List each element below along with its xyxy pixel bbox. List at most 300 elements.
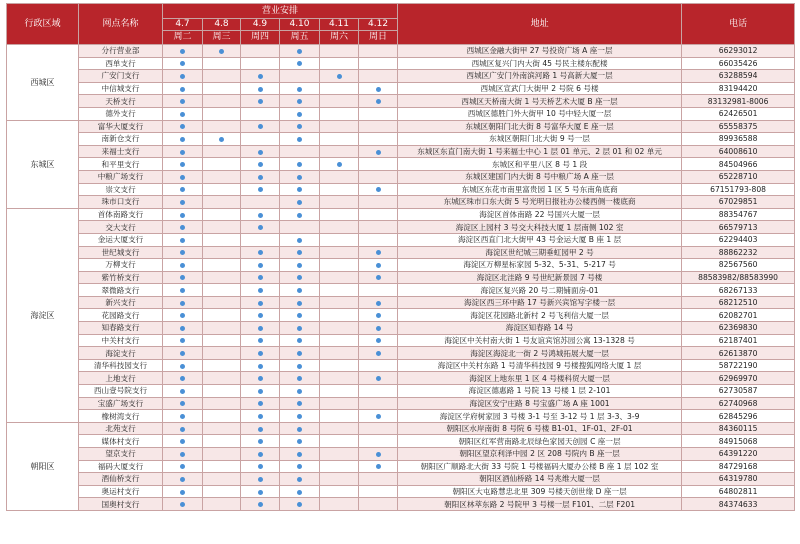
address-cell: 东城区朝阳门北大街 9 号一层: [398, 133, 682, 146]
address-cell: 西城区广安门外南滨河路 1 号高新大厦一层: [398, 70, 682, 83]
schedule-cell: [280, 422, 320, 435]
branch-name-cell: 珠市口支行: [79, 196, 163, 209]
schedule-cell: [280, 145, 320, 158]
open-dot-icon: [180, 490, 185, 495]
schedule-cell: [359, 120, 398, 133]
schedule-cell: [359, 221, 398, 234]
schedule-cell: [203, 460, 241, 473]
schedule-cell: [320, 107, 359, 120]
schedule-cell: [359, 397, 398, 410]
table-row: [7, 322, 795, 335]
schedule-cell: [163, 322, 203, 335]
phone-cell: 58722190: [682, 359, 795, 372]
address-cell: 西城区宣武门大街甲 2 号院 6 号楼: [398, 82, 682, 95]
schedule-cell: [163, 208, 203, 221]
branch-name-cell: 酒仙桥支行: [79, 473, 163, 486]
schedule-cell: [320, 221, 359, 234]
schedule-cell: [280, 95, 320, 108]
open-dot-icon: [297, 61, 302, 66]
open-dot-icon: [180, 288, 185, 293]
schedule-cell: [163, 334, 203, 347]
schedule-cell: [203, 422, 241, 435]
schedule-cell: [280, 334, 320, 347]
header-date: 4.12: [359, 19, 398, 31]
open-dot-icon: [258, 87, 263, 92]
address-cell: 朝阳区水岸南街 8 号院 6 号楼 B1-01、1F-01、2F-01: [398, 422, 682, 435]
schedule-cell: [203, 45, 241, 58]
address-cell: 海淀区海淀北一街 2 号鸿城拓展大厦一层: [398, 347, 682, 360]
schedule-cell: [163, 196, 203, 209]
open-dot-icon: [258, 275, 263, 280]
table-row: [7, 57, 795, 70]
schedule-cell: [163, 246, 203, 259]
open-dot-icon: [180, 61, 185, 66]
open-dot-icon: [376, 464, 381, 469]
phone-cell: 84374633: [682, 498, 795, 511]
district-cell: 西城区: [7, 45, 79, 121]
open-dot-icon: [180, 376, 185, 381]
schedule-cell: [359, 196, 398, 209]
schedule-cell: [241, 309, 280, 322]
header-date: 4.10: [280, 19, 320, 31]
header-branch-name: 网点名称: [79, 4, 163, 45]
open-dot-icon: [258, 427, 263, 432]
open-dot-icon: [297, 464, 302, 469]
phone-cell: 62613870: [682, 347, 795, 360]
branch-name-cell: 中关村支行: [79, 334, 163, 347]
branch-name-cell: 国奥村支行: [79, 498, 163, 511]
schedule-cell: [280, 460, 320, 473]
open-dot-icon: [376, 376, 381, 381]
open-dot-icon: [297, 338, 302, 343]
open-dot-icon: [258, 301, 263, 306]
schedule-cell: [359, 45, 398, 58]
open-dot-icon: [297, 490, 302, 495]
schedule-cell: [280, 296, 320, 309]
open-dot-icon: [180, 124, 185, 129]
schedule-cell: [280, 435, 320, 448]
schedule-cell: [359, 385, 398, 398]
address-cell: 海淀区学府树家园 3 号楼 3-1 号至 3-12 号 1 层 3-3、3-9: [398, 410, 682, 423]
address-cell: 海淀区世纪城三期垂虹园甲 2 号: [398, 246, 682, 259]
phone-cell: 66293012: [682, 45, 795, 58]
open-dot-icon: [219, 49, 224, 54]
table-row: [7, 397, 795, 410]
schedule-cell: [320, 145, 359, 158]
schedule-cell: [320, 208, 359, 221]
schedule-cell: [241, 145, 280, 158]
table-row: [7, 158, 795, 171]
header-schedule: 营业安排: [163, 4, 398, 19]
address-cell: 海淀区德惠路 1 号院 13 号楼 1 层 2-101: [398, 385, 682, 398]
phone-cell: 62740968: [682, 397, 795, 410]
schedule-cell: [241, 183, 280, 196]
schedule-cell: [163, 485, 203, 498]
schedule-cell: [280, 221, 320, 234]
table-row: [7, 296, 795, 309]
open-dot-icon: [376, 313, 381, 318]
schedule-cell: [359, 334, 398, 347]
schedule-cell: [203, 435, 241, 448]
schedule-cell: [163, 296, 203, 309]
schedule-cell: [280, 410, 320, 423]
open-dot-icon: [297, 427, 302, 432]
table-row: [7, 485, 795, 498]
open-dot-icon: [258, 490, 263, 495]
open-dot-icon: [258, 351, 263, 356]
branch-name-cell: 世纪城支行: [79, 246, 163, 259]
branch-name-cell: 南新仓支行: [79, 133, 163, 146]
schedule-cell: [320, 372, 359, 385]
open-dot-icon: [180, 414, 185, 419]
schedule-cell: [163, 145, 203, 158]
phone-cell: 84915068: [682, 435, 795, 448]
schedule-cell: [203, 82, 241, 95]
schedule-cell: [163, 309, 203, 322]
schedule-cell: [203, 397, 241, 410]
phone-cell: 68267133: [682, 284, 795, 297]
branch-name-cell: 天桥支行: [79, 95, 163, 108]
open-dot-icon: [297, 301, 302, 306]
open-dot-icon: [258, 389, 263, 394]
header-weekday: 周六: [320, 31, 359, 45]
schedule-cell: [359, 82, 398, 95]
schedule-cell: [241, 448, 280, 461]
district-cell: 海淀区: [7, 208, 79, 422]
schedule-cell: [163, 70, 203, 83]
schedule-cell: [241, 221, 280, 234]
branch-name-cell: 新兴支行: [79, 296, 163, 309]
schedule-cell: [163, 170, 203, 183]
open-dot-icon: [376, 452, 381, 457]
table-row: [7, 271, 795, 284]
address-cell: 海淀区万柳星标家园 5-32、5-31、5-217 号: [398, 259, 682, 272]
schedule-cell: [359, 359, 398, 372]
schedule-cell: [359, 485, 398, 498]
open-dot-icon: [297, 364, 302, 369]
open-dot-icon: [180, 351, 185, 356]
schedule-cell: [203, 448, 241, 461]
open-dot-icon: [297, 502, 302, 507]
open-dot-icon: [376, 87, 381, 92]
table-row: [7, 448, 795, 461]
schedule-cell: [320, 296, 359, 309]
open-dot-icon: [258, 175, 263, 180]
open-dot-icon: [258, 477, 263, 482]
branch-name-cell: 西单支行: [79, 57, 163, 70]
open-dot-icon: [180, 427, 185, 432]
schedule-cell: [163, 120, 203, 133]
schedule-cell: [203, 107, 241, 120]
table-row: [7, 196, 795, 209]
header-phone: 电话: [682, 4, 795, 45]
schedule-cell: [163, 271, 203, 284]
schedule-cell: [241, 233, 280, 246]
schedule-cell: [203, 70, 241, 83]
schedule-cell: [320, 473, 359, 486]
schedule-cell: [241, 347, 280, 360]
branch-name-cell: 紫竹桥支行: [79, 271, 163, 284]
schedule-cell: [241, 473, 280, 486]
phone-cell: 68212510: [682, 296, 795, 309]
table-row: [7, 170, 795, 183]
open-dot-icon: [297, 263, 302, 268]
address-cell: 东城区和平里八区 8 号 1 段: [398, 158, 682, 171]
open-dot-icon: [180, 439, 185, 444]
header-district: 行政区域: [7, 4, 79, 45]
open-dot-icon: [376, 250, 381, 255]
address-cell: 海淀区中关村南大街 1 号友谊宾馆苏园公寓 13-1328 号: [398, 334, 682, 347]
open-dot-icon: [258, 452, 263, 457]
schedule-cell: [280, 208, 320, 221]
open-dot-icon: [180, 389, 185, 394]
schedule-cell: [280, 259, 320, 272]
table-row: [7, 208, 795, 221]
address-cell: 海淀区西三环中路 17 号新兴宾馆写字楼一层: [398, 296, 682, 309]
table-row: [7, 107, 795, 120]
schedule-cell: [359, 322, 398, 335]
schedule-cell: [280, 271, 320, 284]
schedule-cell: [320, 422, 359, 435]
branch-name-cell: 德外支行: [79, 107, 163, 120]
open-dot-icon: [258, 414, 263, 419]
schedule-cell: [203, 359, 241, 372]
open-dot-icon: [297, 238, 302, 243]
branch-name-cell: 金运大厦支行: [79, 233, 163, 246]
schedule-cell: [203, 271, 241, 284]
phone-cell: 62969970: [682, 372, 795, 385]
table-row: [7, 259, 795, 272]
open-dot-icon: [297, 275, 302, 280]
schedule-cell: [163, 221, 203, 234]
schedule-cell: [203, 334, 241, 347]
address-cell: 东城区东直门南大街 1 号来福士中心 1 层 01 单元、2 层 01 和 02 单元: [398, 145, 682, 158]
address-cell: 东城区珠市口东大街 5 号光明日报社办公楼西侧一楼底商: [398, 196, 682, 209]
schedule-cell: [163, 359, 203, 372]
schedule-cell: [241, 120, 280, 133]
branch-name-cell: 望京支行: [79, 448, 163, 461]
schedule-cell: [359, 107, 398, 120]
open-dot-icon: [376, 263, 381, 268]
schedule-cell: [280, 385, 320, 398]
branch-name-cell: 福码大厦支行: [79, 460, 163, 473]
schedule-cell: [163, 448, 203, 461]
schedule-cell: [359, 70, 398, 83]
phone-cell: 64391220: [682, 448, 795, 461]
schedule-cell: [280, 133, 320, 146]
address-cell: 朝阳区酒仙桥路 14 号兆维大厦一层: [398, 473, 682, 486]
schedule-cell: [203, 120, 241, 133]
address-cell: 海淀区知春路 14 号: [398, 322, 682, 335]
schedule-cell: [320, 485, 359, 498]
address-cell: 东城区东花市南里富贵园 1 区 5 号东南角底商: [398, 183, 682, 196]
address-cell: 海淀区安宁庄路 8 号宝盛广场 A 座 1001: [398, 397, 682, 410]
schedule-cell: [163, 372, 203, 385]
header-weekday: 周二: [163, 31, 203, 45]
phone-cell: 64802811: [682, 485, 795, 498]
table-row: [7, 221, 795, 234]
schedule-cell: [163, 107, 203, 120]
table-row: [7, 133, 795, 146]
phone-cell: 83132981-8006: [682, 95, 795, 108]
schedule-cell: [359, 410, 398, 423]
schedule-cell: [241, 196, 280, 209]
phone-cell: 65558375: [682, 120, 795, 133]
schedule-cell: [320, 70, 359, 83]
schedule-cell: [241, 170, 280, 183]
phone-cell: 82567560: [682, 259, 795, 272]
schedule-cell: [203, 284, 241, 297]
open-dot-icon: [258, 250, 263, 255]
open-dot-icon: [376, 414, 381, 419]
address-cell: 西城区金融大街甲 27 号投资广场 A 座一层: [398, 45, 682, 58]
schedule-cell: [241, 372, 280, 385]
address-cell: 海淀区上地东里 1 区 4 号楼科贸大厦一层: [398, 372, 682, 385]
schedule-cell: [320, 120, 359, 133]
schedule-cell: [203, 233, 241, 246]
schedule-cell: [163, 460, 203, 473]
schedule-cell: [359, 347, 398, 360]
table-row: [7, 435, 795, 448]
schedule-cell: [241, 158, 280, 171]
schedule-cell: [320, 233, 359, 246]
branch-name-cell: 分行营业部: [79, 45, 163, 58]
open-dot-icon: [180, 225, 185, 230]
address-cell: 东城区朝阳门北大街 8 号富华大厦 E 座一层: [398, 120, 682, 133]
schedule-cell: [203, 221, 241, 234]
open-dot-icon: [297, 162, 302, 167]
open-dot-icon: [180, 477, 185, 482]
schedule-cell: [359, 246, 398, 259]
schedule-cell: [241, 271, 280, 284]
schedule-cell: [359, 372, 398, 385]
schedule-cell: [280, 246, 320, 259]
table-row: [7, 45, 795, 58]
open-dot-icon: [258, 376, 263, 381]
header-date: 4.7: [163, 19, 203, 31]
phone-cell: 62082701: [682, 309, 795, 322]
schedule-cell: [320, 385, 359, 398]
branch-name-cell: 广安门支行: [79, 70, 163, 83]
phone-cell: 62426501: [682, 107, 795, 120]
table-row: [7, 473, 795, 486]
schedule-cell: [320, 82, 359, 95]
branch-name-cell: 宝盛广场支行: [79, 397, 163, 410]
address-cell: 海淀区复兴路 20 号二期铺面房-01: [398, 284, 682, 297]
address-cell: 朝阳区广顺路北大街 33 号院 1 号楼福码大厦办公楼 B 座 1 层 102 室: [398, 460, 682, 473]
open-dot-icon: [258, 150, 263, 155]
schedule-cell: [203, 385, 241, 398]
schedule-cell: [280, 120, 320, 133]
schedule-cell: [203, 158, 241, 171]
schedule-cell: [241, 208, 280, 221]
schedule-cell: [241, 133, 280, 146]
open-dot-icon: [376, 301, 381, 306]
schedule-cell: [163, 82, 203, 95]
schedule-cell: [241, 460, 280, 473]
schedule-cell: [280, 45, 320, 58]
address-cell: 西城区德胜门外大街甲 10 号中轻大厦一层: [398, 107, 682, 120]
schedule-cell: [280, 284, 320, 297]
schedule-cell: [280, 372, 320, 385]
branch-name-cell: 清华科技园支行: [79, 359, 163, 372]
schedule-cell: [320, 347, 359, 360]
branch-name-cell: 来福士支行: [79, 145, 163, 158]
address-cell: 海淀区上园村 3 号交大科技大厦 1 层南侧 102 室: [398, 221, 682, 234]
schedule-cell: [163, 158, 203, 171]
schedule-cell: [359, 309, 398, 322]
schedule-cell: [320, 95, 359, 108]
open-dot-icon: [180, 49, 185, 54]
schedule-cell: [203, 95, 241, 108]
open-dot-icon: [297, 401, 302, 406]
schedule-cell: [203, 322, 241, 335]
phone-cell: 64008610: [682, 145, 795, 158]
header-weekday: 周五: [280, 31, 320, 45]
branch-name-cell: 首体南路支行: [79, 208, 163, 221]
schedule-cell: [359, 170, 398, 183]
schedule-cell: [241, 498, 280, 511]
schedule-cell: [320, 498, 359, 511]
open-dot-icon: [376, 275, 381, 280]
schedule-cell: [241, 435, 280, 448]
schedule-cell: [163, 435, 203, 448]
open-dot-icon: [297, 288, 302, 293]
table-row: [7, 284, 795, 297]
schedule-cell: [241, 57, 280, 70]
table-row: [7, 233, 795, 246]
schedule-cell: [320, 322, 359, 335]
open-dot-icon: [297, 87, 302, 92]
schedule-cell: [320, 309, 359, 322]
schedule-cell: [359, 271, 398, 284]
schedule-cell: [203, 246, 241, 259]
schedule-cell: [280, 70, 320, 83]
schedule-cell: [163, 133, 203, 146]
open-dot-icon: [180, 175, 185, 180]
table-row: [7, 145, 795, 158]
open-dot-icon: [180, 401, 185, 406]
table-row: [7, 70, 795, 83]
phone-cell: 88583982/88583990: [682, 271, 795, 284]
branch-name-cell: 橡树湾支行: [79, 410, 163, 423]
schedule-cell: [320, 57, 359, 70]
schedule-cell: [241, 322, 280, 335]
table-row: [7, 359, 795, 372]
schedule-cell: [203, 133, 241, 146]
phone-cell: 67151793-808: [682, 183, 795, 196]
open-dot-icon: [258, 502, 263, 507]
header-weekday: 周三: [203, 31, 241, 45]
open-dot-icon: [258, 124, 263, 129]
schedule-cell: [320, 259, 359, 272]
schedule-cell: [203, 170, 241, 183]
open-dot-icon: [180, 502, 185, 507]
phone-cell: 88354767: [682, 208, 795, 221]
phone-cell: 84360115: [682, 422, 795, 435]
address-cell: 朝阳区红军营南路北辰绿色家园天创园 C 座一层: [398, 435, 682, 448]
schedule-cell: [280, 158, 320, 171]
schedule-cell: [280, 57, 320, 70]
schedule-cell: [359, 435, 398, 448]
schedule-cell: [280, 309, 320, 322]
schedule-cell: [241, 296, 280, 309]
branch-name-cell: 和平里支行: [79, 158, 163, 171]
open-dot-icon: [258, 313, 263, 318]
open-dot-icon: [297, 213, 302, 218]
open-dot-icon: [180, 87, 185, 92]
schedule-cell: [163, 422, 203, 435]
